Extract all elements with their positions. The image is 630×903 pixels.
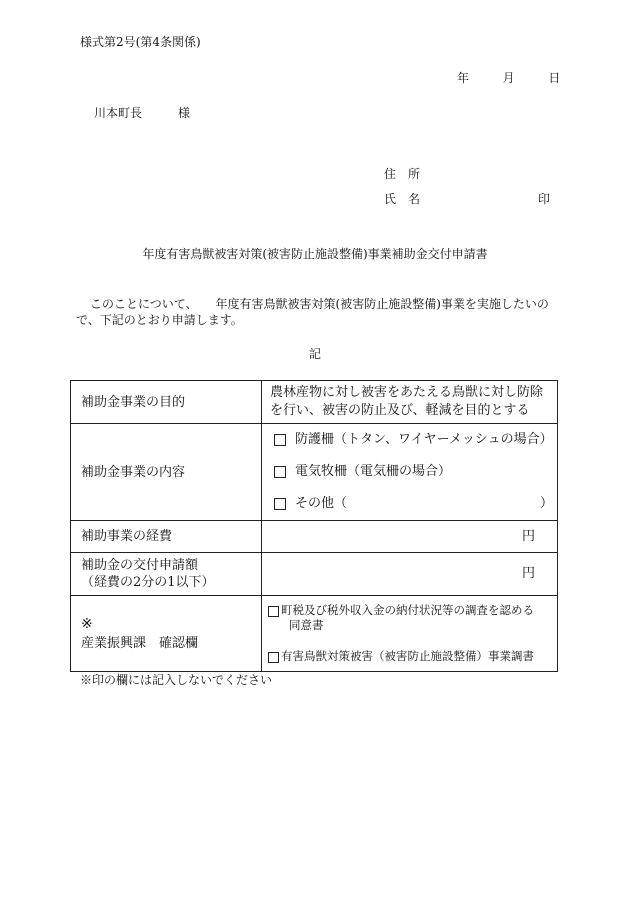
checkbox-icon[interactable] (274, 498, 286, 510)
grant-unit: 円 (521, 566, 535, 581)
purpose-value-line-2: を行い、被害の防止及び、軽減を目的とする (270, 403, 530, 418)
grant-label-line-2: （経費の2分の1以下） (81, 575, 215, 590)
option-other-label: その他（ (295, 496, 348, 511)
option-fence-label: 防護柵（トタン、ワイヤーメッシュの場合） (295, 432, 553, 447)
date-year: 年 (457, 71, 470, 85)
date-day: 日 (548, 71, 561, 85)
grant-label-line-1: 補助金の交付申請額 (81, 558, 199, 573)
note-label: 記 (308, 347, 321, 361)
table-row (71, 381, 558, 424)
check-consent-line-1: 町税及び税外収入金の納付状況等の調査を認める (281, 603, 534, 617)
applicant-name-label: 氏 名 (384, 192, 421, 206)
cost-value[interactable] (262, 521, 558, 553)
option-electric-fence[interactable] (262, 456, 557, 488)
cost-label: 補助事業の経費 (71, 521, 262, 553)
purpose-label: 補助金事業の目的 (71, 381, 262, 424)
purpose-value-line-1: 農林産物に対し被害をあたえる鳥獣に対し防除 (270, 385, 544, 400)
option-electric-fence-label: 電気牧柵（電気柵の場合） (295, 464, 452, 479)
check-survey[interactable] (268, 649, 551, 664)
applicant-name-row (384, 191, 550, 207)
table-row (71, 521, 558, 553)
form-number: 様式第2号(第4条関係) (80, 35, 201, 49)
content-label: 補助金事業の内容 (71, 424, 262, 521)
confirm-label (71, 596, 262, 672)
body-line-1: このことについて、 年度有害鳥獣被害対策(被害防止施設整備)事業を実施したいの (90, 297, 549, 311)
check-consent-text (281, 603, 534, 633)
checkbox-icon[interactable] (268, 606, 279, 617)
content-options (262, 424, 558, 521)
grant-value[interactable] (262, 553, 558, 596)
option-fence[interactable] (262, 424, 557, 456)
date-month: 月 (502, 71, 515, 85)
grant-label (71, 553, 262, 596)
confirm-mark: ※ (81, 615, 93, 632)
seal-mark: 印 (537, 192, 550, 206)
checkbox-icon[interactable] (274, 434, 286, 446)
document-title: 年度有害鳥獣被害対策(被害防止施設整備)事業補助金交付申請書 (142, 247, 488, 261)
check-consent-line-2: 同意書 (289, 618, 324, 632)
date-line (457, 70, 560, 86)
table-row (71, 596, 558, 672)
confirm-checks (262, 596, 558, 672)
check-consent[interactable] (268, 603, 551, 633)
checkbox-icon[interactable] (268, 652, 279, 663)
check-survey-text: 有害鳥獣対策被害（被害防止施設整備）事業調書 (281, 649, 534, 663)
footnote: ※印の欄には記入しないでください (80, 673, 273, 687)
table-row (71, 424, 558, 521)
applicant-address-label: 住 所 (384, 167, 421, 181)
option-other[interactable] (262, 488, 557, 520)
body-text (76, 296, 560, 328)
checkbox-icon[interactable] (274, 466, 286, 478)
table-row (71, 553, 558, 596)
purpose-value (262, 381, 558, 424)
recipient: 川本町長 様 (94, 106, 191, 120)
confirm-label-text: 産業振興課 確認欄 (81, 635, 199, 651)
application-table (70, 380, 558, 672)
option-other-close: ） (539, 496, 553, 511)
cost-unit: 円 (521, 528, 535, 544)
body-line-2: で、下記のとおり申請します。 (76, 313, 243, 327)
